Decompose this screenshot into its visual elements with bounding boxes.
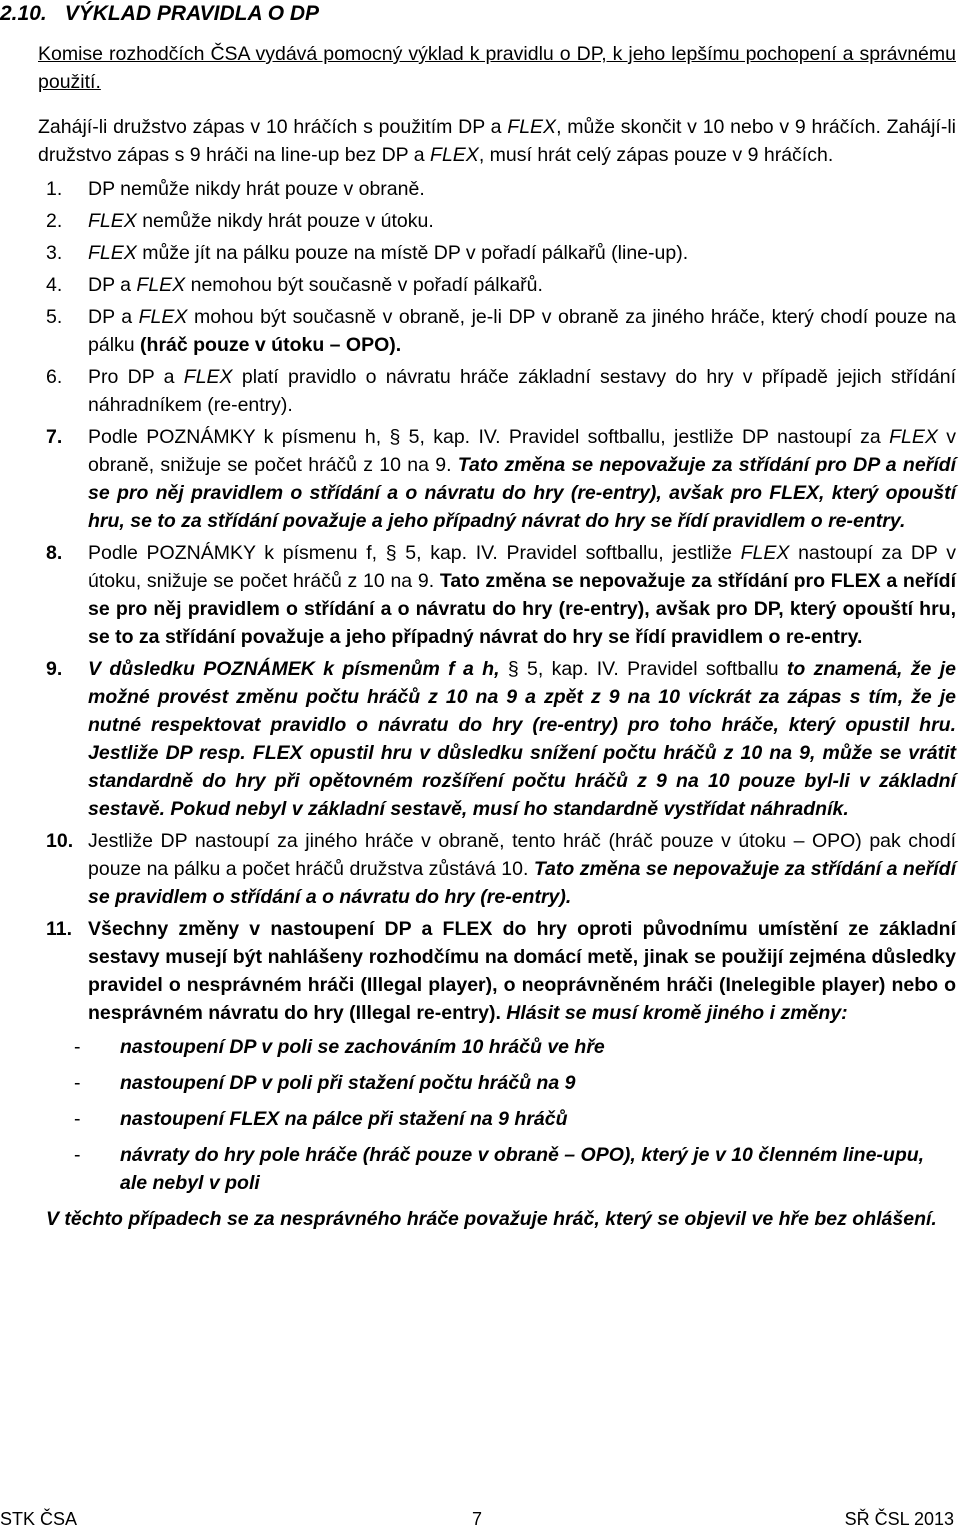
intro-paragraph: Komise rozhodčích ČSA vydává pomocný výklad k pravidlu o DP, k jeho lepšímu pochopení a správnému použití. (38, 43, 956, 93)
footer-left: STK ČSA (0, 1509, 78, 1529)
list-item-2: 2. FLEX nemůže nikdy hrát pouze v útoku. (46, 210, 434, 232)
dash-item: - nastoupení DP v poli při stažení počtu hráčů na 9 (74, 1072, 576, 1094)
document-body (38, 40, 956, 1233)
section-number: 2.10. (0, 2, 47, 25)
list-item-8: 8. Podle POZNÁMKY k písmenu f, § 5, kap. IV. Pravidel softballu, jestliže FLEX nastoupí za DP v útoku, snižuje se počet hráčů z 10 na 9. Tato změna se nepovažuje za střídání pro FLEX a neřídí se pro něj pravidlem o střídání a o návratu do hry (re-entry), avšak pro DP, který opouští hru, se to za střídání považuje a jeho případný návrat do hry se řídí pravidlem o re-entry. (46, 542, 956, 648)
closing-paragraph: V těchto případech se za nesprávného hráče považuje hráč, který se objevil ve hře bez ohlášení. (46, 1208, 937, 1230)
list-item-9: 9. V důsledku POZNÁMEK k písmenům f a h, § 5, kap. IV. Pravidel softballu to znamená, že je možné provést změnu počtu hráčů z 10 na 9 a zpět z 9 na 10 víckrát za zápas s tím, že je nutné respektovat pravidlo o návratu do hry (re-entry) pro toho hráče, který opustil hru. Jestliže DP resp. FLEX opustil hru v důsledku snížení počtu hráčů z 10 na 9, může se vrátit standardně do hry při opětovném rozšíření počtu hráčů z 9 na 10 pouze byl-li v základní sestavě. Pokud nebyl v základní sestavě, musí ho standardně vystřídat náhradník. (46, 658, 956, 820)
list-item-11: 11. Všechny změny v nastoupení DP a FLEX do hry oproti původnímu umístění ze základní sestavy musejí být nahlášeny rozhodčímu na domácí metě, jinak se použijí zejména důsledky pravidel o nesprávném hráči (Illegal player), o neoprávněném hráči (Inelegible player) nebo o nesprávném návratu do hry (Illegal re-entry). Hlásit se musí kromě jiného i změny: (46, 918, 956, 1024)
page-number: 7 (472, 1509, 483, 1529)
list-item-4: 4. DP a FLEX nemohou být současně v pořadí pálkařů. (46, 274, 543, 296)
numbered-list (46, 175, 956, 1197)
paragraph-1: Zahájí-li družstvo zápas v 10 hráčích s použitím DP a FLEX, může skončit v 10 nebo v 9 hráčích. Zahájí-li družstvo zápas s 9 hráči na line-up bez DP a FLEX, musí hrát celý zápas pouze v 9 hráčích. (38, 116, 956, 166)
dash-item: - nastoupení DP v poli se zachováním 10 hráčů ve hře (74, 1036, 605, 1058)
list-item-3: 3. FLEX může jít na pálku pouze na místě DP v pořadí pálkařů (line-up). (46, 242, 689, 264)
dash-list (74, 1033, 956, 1197)
list-item-7: 7. Podle POZNÁMKY k písmenu h, § 5, kap. IV. Pravidel softballu, jestliže DP nastoupí za FLEX v obraně, snižuje se počet hráčů z 10 na 9. Tato změna se nepovažuje za střídání pro DP a neřídí se pro něj pravidlem o střídání a o návratu do hry (re-entry), avšak pro FLEX, který opouští hru, se to za střídání považuje a jeho případný návrat do hry se řídí pravidlem o re-entry. (46, 426, 956, 532)
section-title: VÝKLAD PRAVIDLA O DP (64, 2, 320, 25)
list-item-1: 1. DP nemůže nikdy hrát pouze v obraně. (46, 178, 425, 200)
list-item-5: 5. DP a FLEX mohou být současně v obraně, je-li DP v obraně za jiného hráče, který chodí pouze na pálku (hráč pouze v útoku – OPO). (46, 306, 956, 356)
page-footer (0, 1508, 960, 1534)
section-heading (0, 0, 337, 28)
list-item-6: 6. Pro DP a FLEX platí pravidlo o návratu hráče základní sestavy do hry v případě jejich střídání náhradníkem (re-entry). (46, 366, 956, 416)
dash-item: - návraty do hry pole hráče (hráč pouze v obraně – OPO), který je v 10 členném line-upu, ale nebyl v poli (74, 1144, 925, 1194)
list-item-10: 10. Jestliže DP nastoupí za jiného hráče v obraně, tento hráč (hráč pouze v útoku – OPO) pak chodí pouze na pálku a počet hráčů družstva zůstává 10. Tato změna se nepovažuje za střídání a neřídí se pravidlem o střídání a o návratu do hry (re-entry). (46, 830, 957, 908)
footer-right: SŘ ČSL 2013 (844, 1509, 954, 1529)
dash-item: - nastoupení FLEX na pálce při stažení na 9 hráčů (74, 1108, 568, 1130)
